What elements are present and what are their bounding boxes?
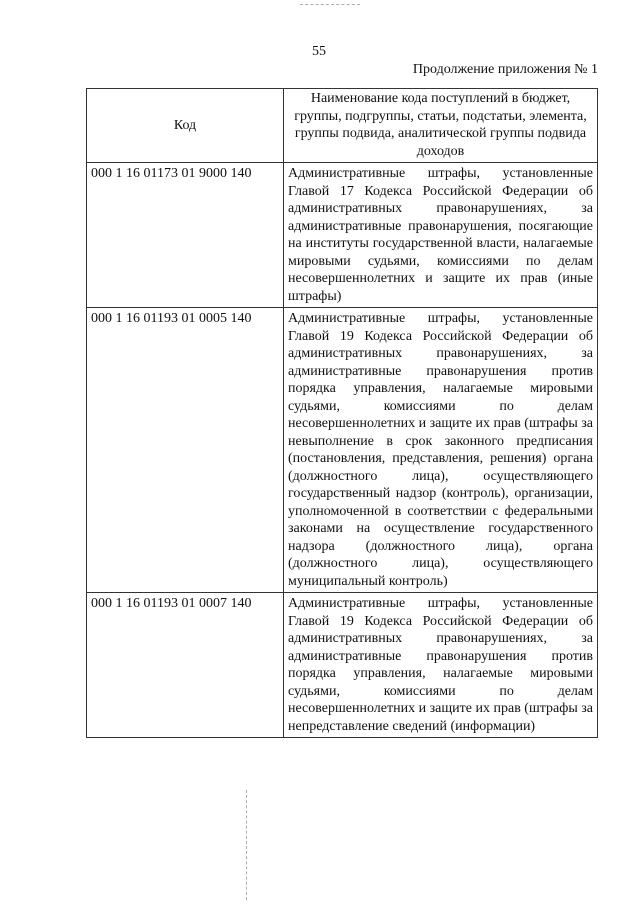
page-number: 55	[312, 44, 326, 59]
row-code: 000 1 16 01193 01 0005 140	[87, 308, 284, 593]
header-code: Код	[87, 89, 284, 163]
row-code: 000 1 16 01193 01 0007 140	[87, 593, 284, 738]
table-row	[87, 593, 598, 738]
table-header-row	[87, 89, 598, 163]
scan-artifact	[246, 790, 248, 900]
row-description: Административные штрафы, установленные Главой 19 Кодекса Российской Федерации об административных правонарушениях, за административные правонарушения против порядка управления, налагаемые мировыми судьями, комиссиями по делам несовершеннолетних и защите их прав (штрафы за невыполнение в срок законного предписания (постановления, представления, решения) органа (должностного лица), осуществляющего государственный надзор (контроль), организации, уполномоченной в соответствии с федеральными законами на осуществление государственного надзора (должностного лица), органа (должностного лица), осуществляющего муниципальный контроль)	[284, 308, 598, 593]
appendix-continuation-label: Продолжение приложения № 1	[412, 62, 598, 77]
header-name: Наименование кода поступлений в бюджет, группы, подгруппы, статьи, подстатьи, элемента, группы подвида, аналитической группы подвида доходов	[284, 89, 598, 163]
row-code: 000 1 16 01173 01 9000 140	[87, 163, 284, 308]
table-row	[87, 163, 598, 308]
row-description: Административные штрафы, установленные Главой 19 Кодекса Российской Федерации об административных правонарушениях, за административные правонарушения против порядка управления, налагаемые мировыми судьями, комиссиями по делам несовершеннолетних и защите их прав (штрафы за непредставление сведений (информации)	[284, 593, 598, 738]
revenue-codes-table	[86, 88, 598, 738]
row-description: Административные штрафы, установленные Главой 17 Кодекса Российской Федерации об административных правонарушениях, за административные правонарушения, посягающие на институты государственной власти, налагаемые мировыми судьями, комиссиями по делам несовершеннолетних и защите их прав (иные штрафы)	[284, 163, 598, 308]
scan-artifact	[300, 0, 360, 5]
table-row	[87, 308, 598, 593]
